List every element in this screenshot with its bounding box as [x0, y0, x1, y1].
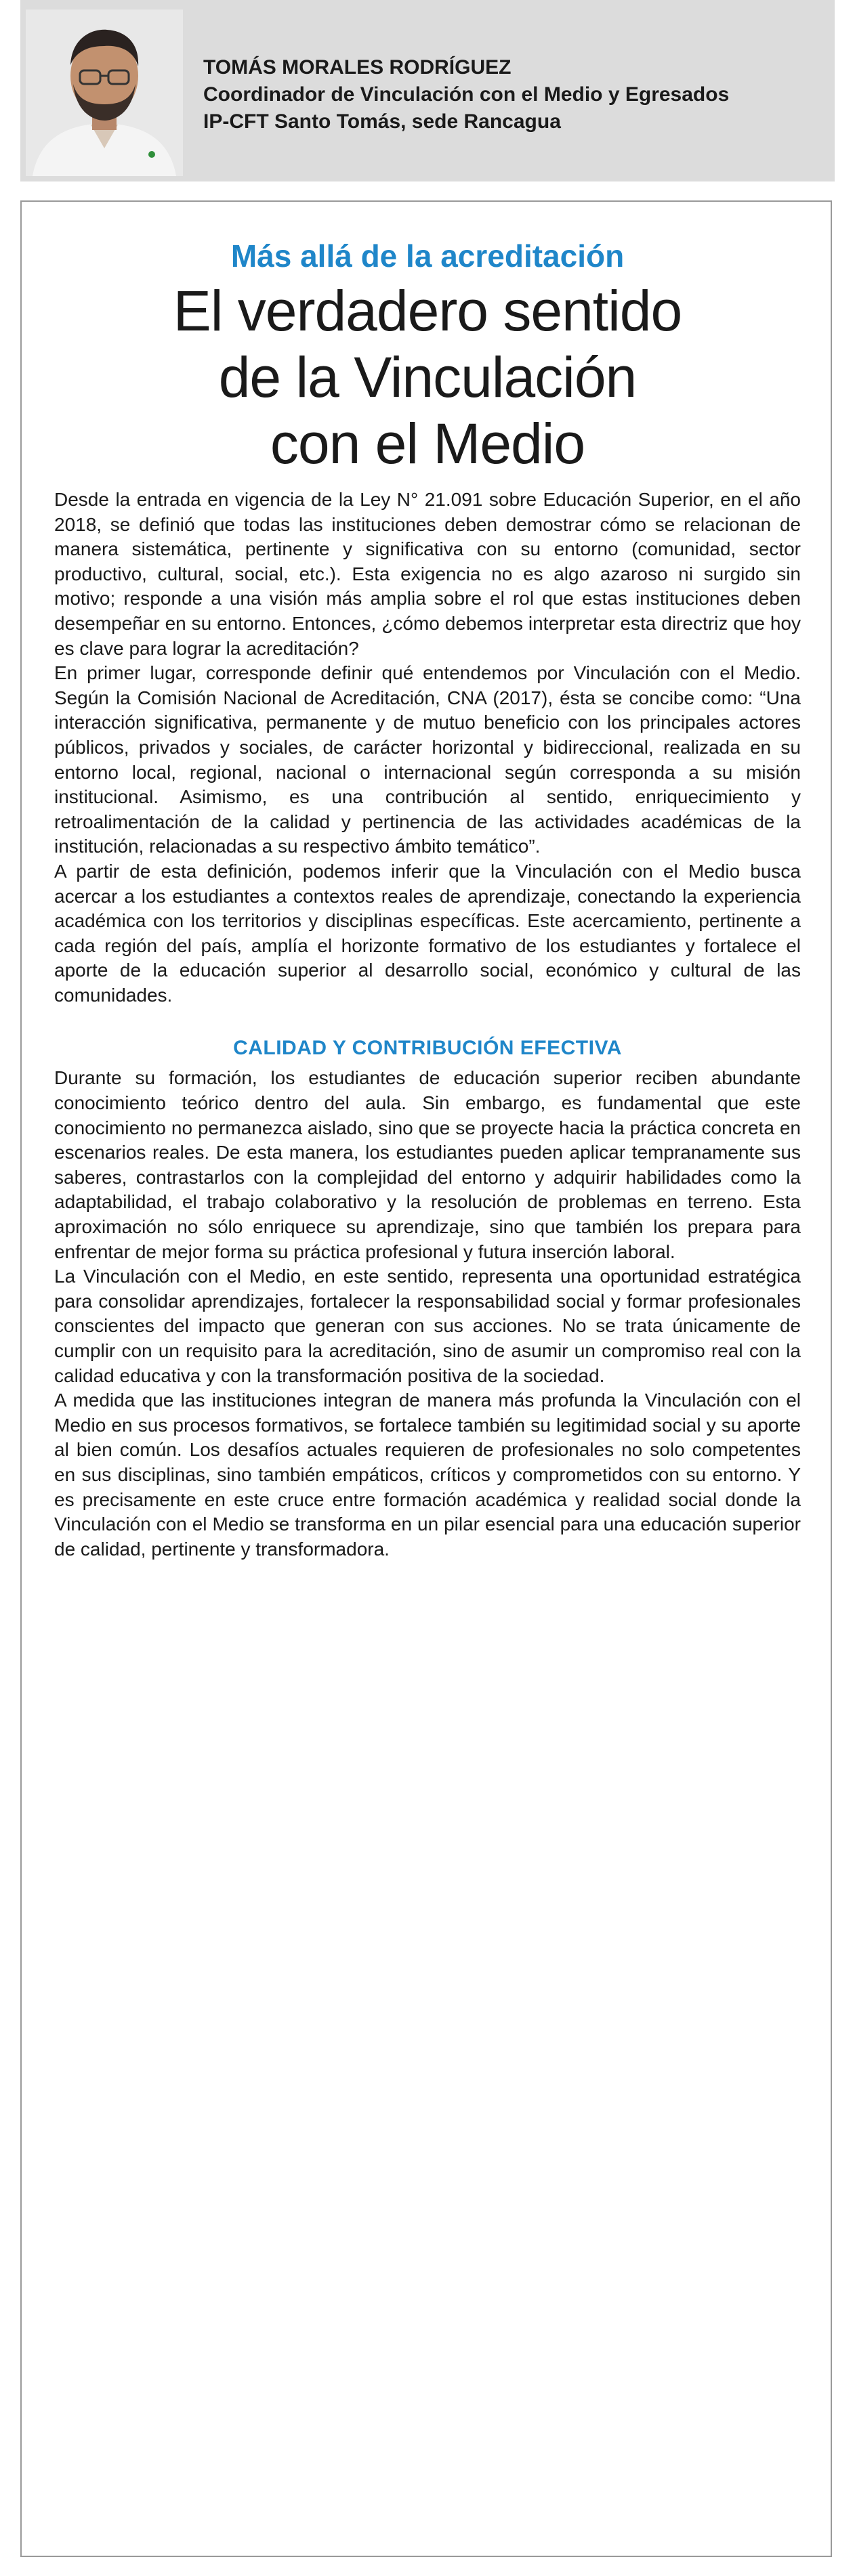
author-institution: IP-CFT Santo Tomás, sede Rancagua	[203, 110, 561, 133]
body-paragraph: En primer lugar, corresponde definir qué entendemos por Vinculación con el Medio. Según la Comisión Nacional de Acreditación, CNA (2017), ésta se concibe como: “Una interacción significativa, permanente y de mutuo beneficio con los principales actores públicos, privados y sociales, de carácter horizontal y bidireccional, realizada en su entorno local, regional, nacional o internacional según corresponda a su misión institucional. Asimismo, es una contribución al sentido, enriquecimiento y retroalimentación de la calidad y pertinencia de las actividades académicas de la institución, relacionadas a su respectivo ámbito temático”.	[54, 662, 801, 857]
body-paragraph: A partir de esta definición, podemos inferir que la Vinculación con el Medio busca acercar a los estudiantes a contextos reales de aprendizaje, conectando la experiencia académica con los territorios y disciplinas específicas. Este acercamiento, pertinente a cada región del país, amplía el horizonte formativo de los estudiantes y fortalece el aporte de la educación superior al desarrollo social, económico y cultural de las comunidades.	[54, 860, 801, 1006]
headline-line: con el Medio	[270, 412, 585, 475]
author-role: Coordinador de Vinculación con el Medio y Egresados	[203, 83, 730, 106]
headline-line: El verdadero sentido	[173, 279, 682, 343]
article-body	[54, 488, 801, 1562]
body-paragraph: Durante su formación, los estudiantes de educación superior reciben abundante conocimiento teórico dentro del aula. Sin embargo, es fundamental que este conocimiento no permanezca aislado, sino que se proyecte hacia la práctica concreta en escenarios reales. De esta manera, los estudiantes pueden aplicar tempranamente sus saberes, contrastarlos con la complejidad del entorno y adquirir habilidades como la adaptabilidad, el trabajo colaborativo y la resolución de problemas en terreno. Esta aproximación no sólo enriquece su aprendizaje, sino que también los prepara para enfrentar de mejor forma su práctica profesional y futura inserción laboral.	[54, 1067, 801, 1262]
author-photo	[26, 9, 183, 176]
author-name: TOMÁS MORALES RODRÍGUEZ	[203, 56, 512, 79]
body-paragraph: Desde la entrada en vigencia de la Ley N° 21.091 sobre Educación Superior, en el año 2018, se definió que todas las instituciones deben demostrar cómo se relacionan de manera sistemática, pertinente y significativa con su entorno (comunidad, sector productivo, cultural, social, etc.). Esta exigencia no es algo azaroso ni surgido sin motivo; responde a una visión más amplia sobre el rol que estas instituciones deben desempeñar en su entorno. Entonces, ¿cómo debemos interpretar esta directriz que hoy es clave para lograr la acreditación?	[54, 489, 801, 659]
section-subhead: CALIDAD Y CONTRIBUCIÓN EFECTIVA	[233, 1037, 622, 1060]
article-kicker: Más allá de la acreditación	[230, 238, 625, 274]
body-paragraph: La Vinculación con el Medio, en este sentido, representa una oportunidad estratégica para consolidar aprendizajes, fortalecer la responsabilidad social y formar profesionales conscientes del impacto que generan con sus acciones. No se trata únicamente de cumplir con un requisito para la acreditación, sino de asumir un compromiso real con la calidad educativa y con la transformación positiva de la sociedad.	[54, 1266, 801, 1386]
body-paragraph: A medida que las instituciones integran de manera más profunda la Vinculación con el Medio en sus procesos formativos, se fortalece también su legitimidad social y su aporte al bien común. Los desafíos actuales requieren de profesionales no solo competentes en sus disciplinas, sino también empáticos, críticos y comprometidos con su entorno. Y es precisamente en este cruce entre formación académica y realidad social donde la Vinculación con el Medio se transforma en un pilar esencial para una educación superior de calidad, pertinente y transformadora.	[54, 1390, 801, 1560]
author-portrait-image	[26, 9, 183, 176]
author-meta	[203, 54, 729, 135]
headline-line: de la Vinculación	[218, 345, 637, 409]
article-headline	[0, 278, 855, 477]
